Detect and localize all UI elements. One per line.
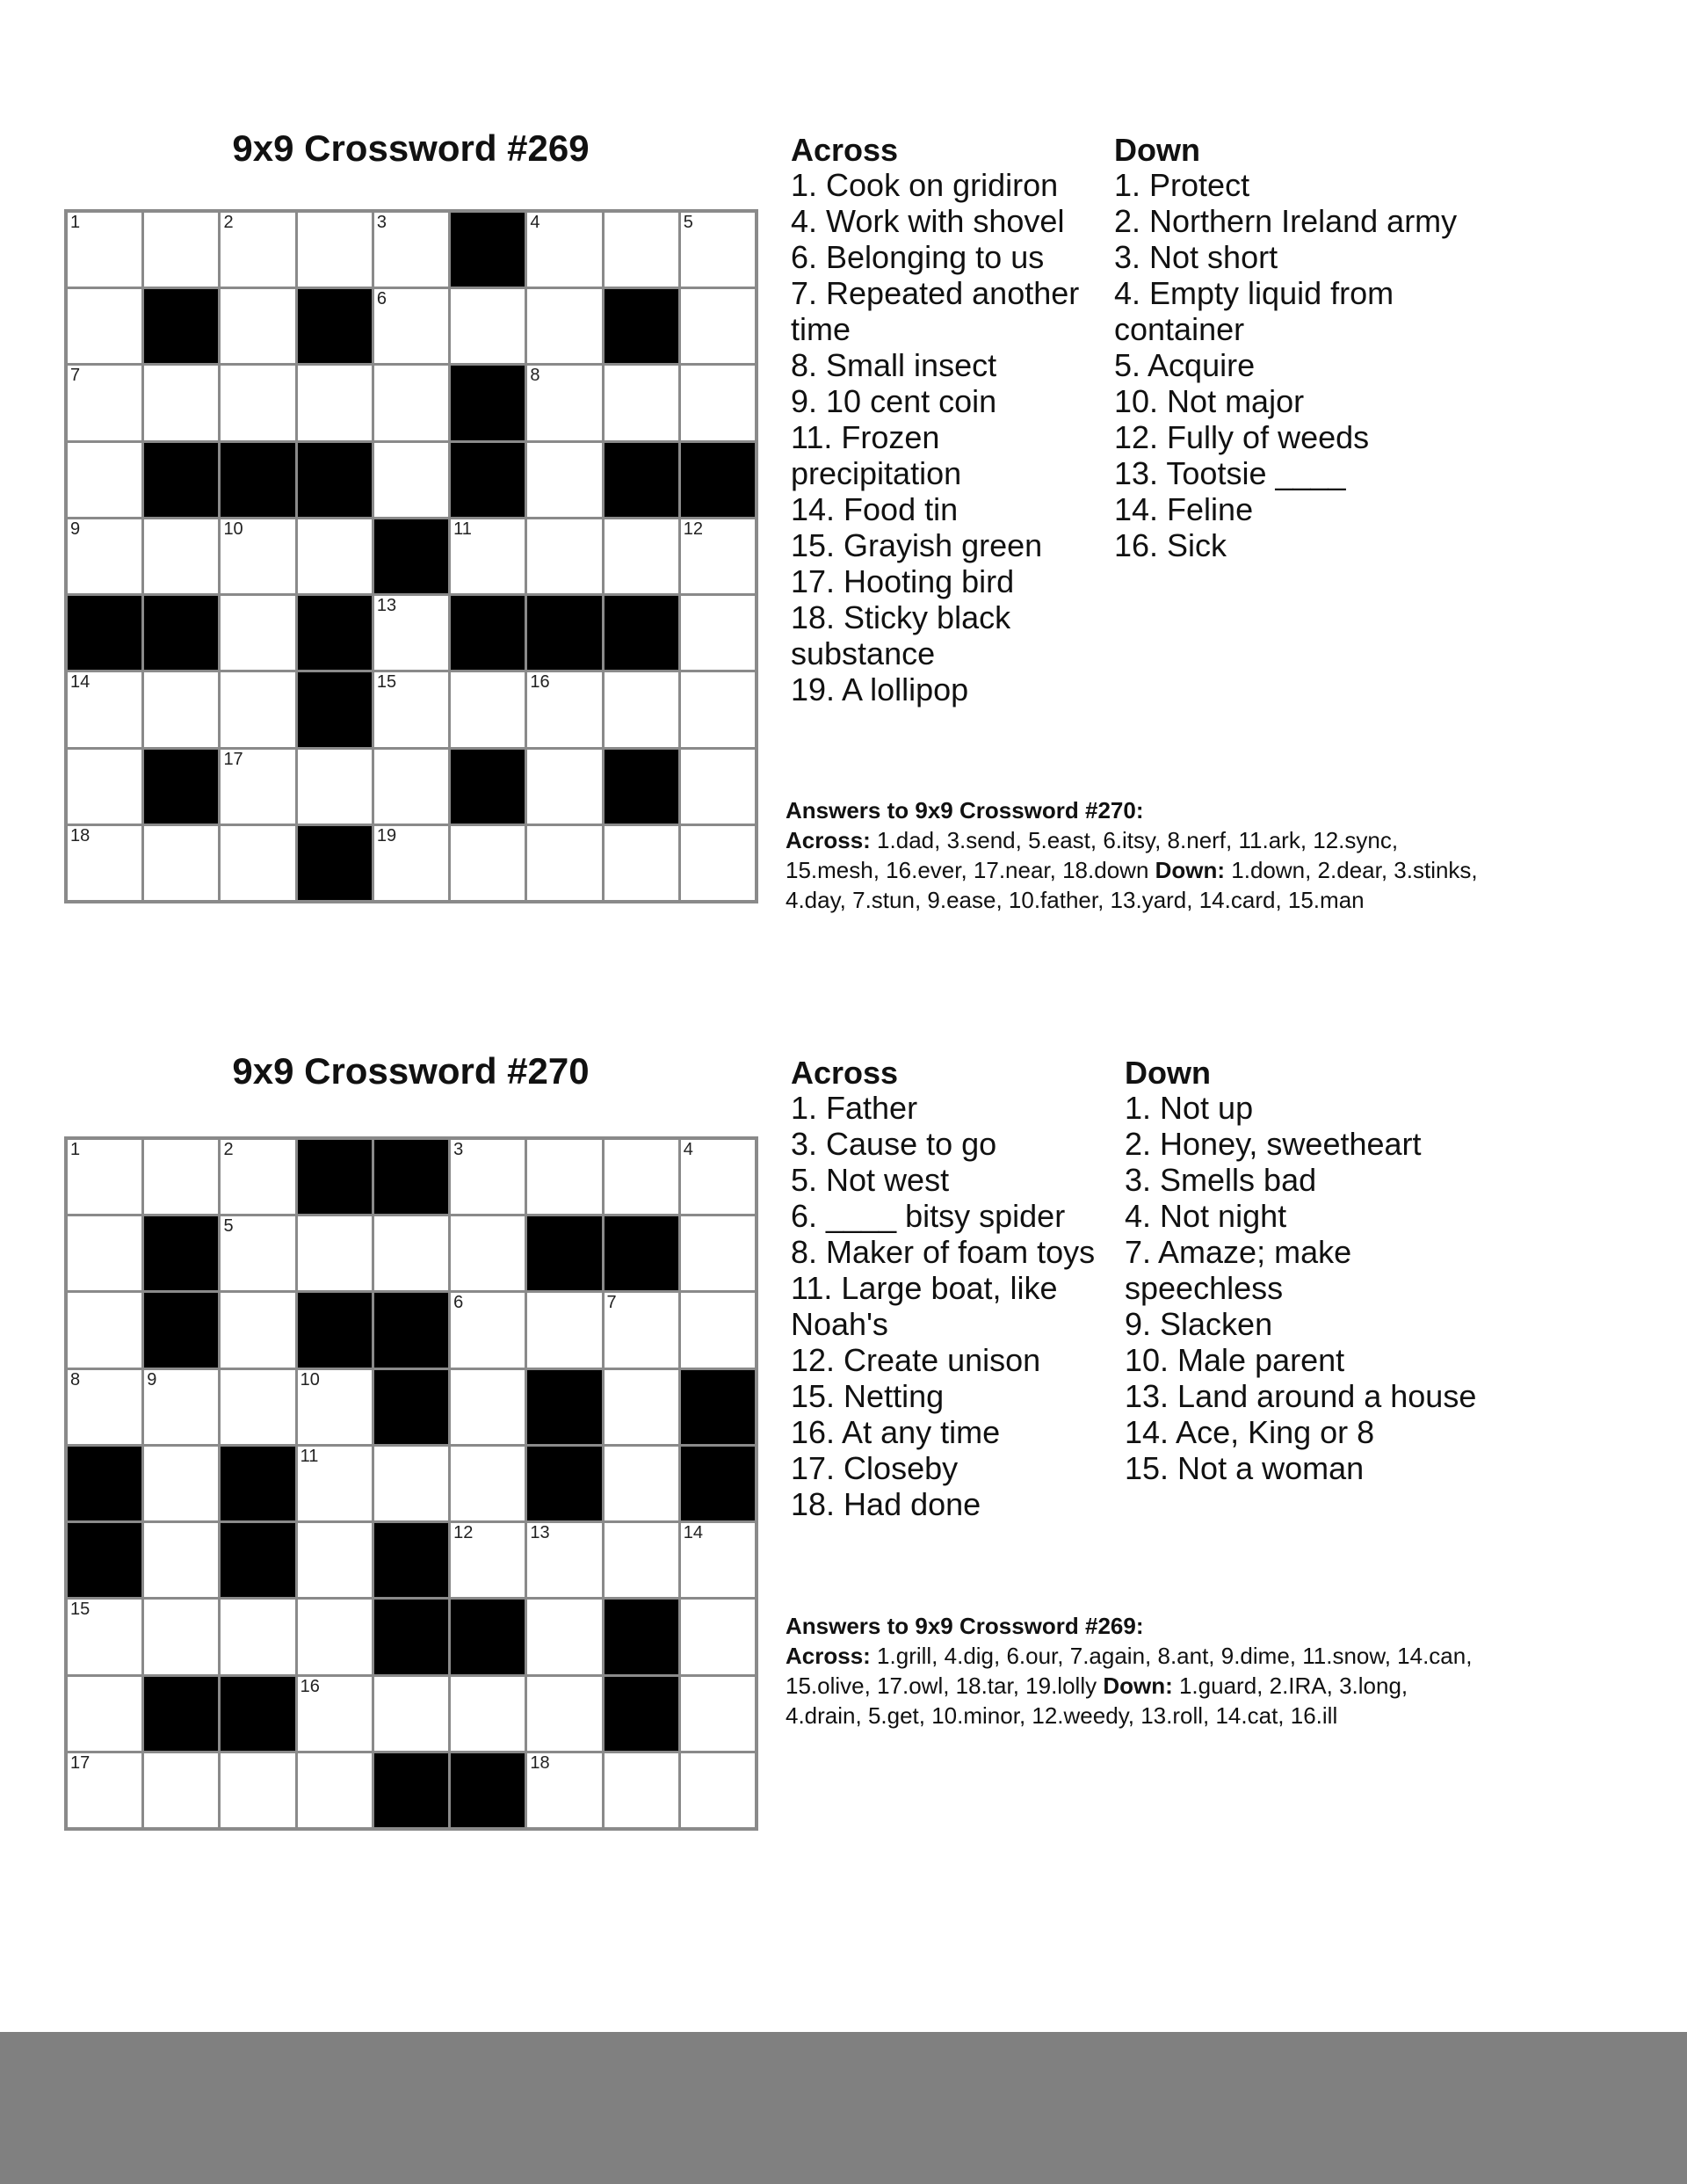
grid-cell[interactable] (68, 366, 141, 439)
black-square (221, 1523, 294, 1597)
grid-cell[interactable] (374, 366, 448, 439)
answers-down-label: Down: (1103, 1672, 1173, 1699)
grid-cell[interactable] (144, 1140, 218, 1214)
grid-cell[interactable] (144, 1447, 218, 1520)
crossword-grid (64, 1136, 758, 1831)
black-square (68, 1523, 141, 1597)
grid-cell[interactable] (527, 213, 601, 287)
grid-cell[interactable] (68, 289, 141, 363)
across-clue: 17. Hooting bird (791, 563, 1015, 599)
grid-cell[interactable] (681, 289, 755, 363)
across-clue: 3. Cause to go (791, 1126, 997, 1162)
grid-cell[interactable] (144, 826, 218, 900)
grid-cell[interactable] (451, 289, 525, 363)
clue-number: 3 (453, 1140, 464, 1159)
across-clue: 8. Small insect (791, 347, 997, 383)
answers-block (786, 1611, 1488, 1731)
grid-cell[interactable] (221, 596, 294, 670)
clue-number: 3 (376, 213, 387, 232)
grid-cell[interactable] (605, 213, 678, 287)
down-clue: 4. Empty liquid from container (1114, 275, 1394, 347)
grid-cell[interactable] (298, 1216, 372, 1290)
grid-cell[interactable] (681, 1140, 755, 1214)
grid-cell[interactable] (221, 1216, 294, 1290)
black-square (605, 443, 678, 517)
answers-down-label: Down: (1155, 857, 1226, 883)
grid-cell[interactable] (681, 826, 755, 900)
grid-cell[interactable] (681, 1753, 755, 1827)
black-square (681, 443, 755, 517)
grid-cell[interactable] (681, 1293, 755, 1367)
grid-cell[interactable] (605, 1523, 678, 1597)
across-clue: 19. A lollipop (791, 671, 969, 707)
black-square (374, 1370, 448, 1444)
grid-cell[interactable] (298, 519, 372, 593)
grid-cell[interactable] (374, 750, 448, 824)
grid-cell[interactable] (451, 1216, 525, 1290)
black-square (451, 596, 525, 670)
down-heading: Down (1125, 1055, 1211, 1091)
black-square (605, 750, 678, 824)
grid-cell[interactable] (527, 750, 601, 824)
black-square (374, 1140, 448, 1214)
black-square (527, 1216, 601, 1290)
down-clue: 14. Feline (1114, 491, 1254, 527)
grid-cell[interactable] (605, 366, 678, 439)
grid-cell[interactable] (298, 1447, 372, 1520)
puzzle-title: 9x9 Crossword #270 (232, 1050, 590, 1092)
answers-title: Answers to 9x9 Crossword #270: (786, 797, 1144, 824)
grid-cell[interactable] (374, 672, 448, 746)
bottom-bar (0, 2032, 1687, 2184)
down-clue: 1. Protect (1114, 167, 1250, 203)
grid-cell[interactable] (527, 672, 601, 746)
grid-cell[interactable] (605, 1140, 678, 1214)
grid-cell[interactable] (298, 1370, 372, 1444)
grid-cell[interactable] (298, 1523, 372, 1597)
grid-cell[interactable] (144, 1600, 218, 1673)
clue-number: 11 (453, 519, 472, 539)
clue-number: 1 (70, 1140, 81, 1159)
down-clues (1125, 1055, 1511, 1486)
grid-cell[interactable] (221, 1600, 294, 1673)
across-clue: 7. Repeated another time (791, 275, 1080, 347)
grid-cell[interactable] (298, 1600, 372, 1673)
grid-cell[interactable] (451, 1523, 525, 1597)
black-square (144, 1293, 218, 1367)
down-heading: Down (1114, 132, 1200, 168)
down-clue: 7. Amaze; make speechless (1125, 1234, 1352, 1306)
grid-cell[interactable] (68, 213, 141, 287)
black-square (221, 1677, 294, 1751)
clue-number: 12 (453, 1523, 474, 1543)
black-square (681, 1370, 755, 1444)
black-square (298, 826, 372, 900)
answers-across-text: 1.dad, 3.send, 5.east, 6.itsy, 8.nerf, 11.ark, 12.sync, 15.mesh, 16.ever, 17.near, 18.down (786, 827, 1399, 883)
clue-number: 2 (223, 1140, 234, 1159)
grid-cell[interactable] (374, 1216, 448, 1290)
clue-number: 11 (300, 1446, 319, 1466)
grid-cell[interactable] (298, 750, 372, 824)
black-square (298, 596, 372, 670)
grid-cell[interactable] (374, 289, 448, 363)
black-square (374, 1600, 448, 1673)
grid-cell[interactable] (221, 672, 294, 746)
grid-cell[interactable] (451, 826, 525, 900)
clue-number: 10 (223, 519, 243, 539)
grid-cell[interactable] (681, 1523, 755, 1597)
clue-number: 16 (300, 1676, 320, 1696)
clue-number: 10 (300, 1369, 320, 1389)
answers-down-text: 1.down, 2.dear, 3.stinks, 4.day, 7.stun, 9.ease, 10.father, 13.yard, 14.card, 15.man (786, 857, 1478, 913)
black-square (451, 213, 525, 287)
across-clue: 11. Large boat, like Noah's (791, 1270, 1058, 1342)
grid-cell[interactable] (221, 1370, 294, 1444)
black-square (221, 1447, 294, 1520)
down-clue: 10. Not major (1114, 383, 1305, 419)
grid-cell[interactable] (374, 443, 448, 517)
black-square (451, 366, 525, 439)
black-square (68, 1447, 141, 1520)
grid-cell[interactable] (68, 1140, 141, 1214)
puzzle-title: 9x9 Crossword #269 (232, 127, 590, 169)
black-square (605, 1216, 678, 1290)
grid-cell[interactable] (68, 672, 141, 746)
black-square (144, 596, 218, 670)
down-clues (1114, 132, 1501, 563)
grid-cell[interactable] (527, 1523, 601, 1597)
black-square (68, 596, 141, 670)
answers-block (786, 795, 1488, 915)
grid-cell[interactable] (68, 443, 141, 517)
grid-cell[interactable] (451, 1370, 525, 1444)
clue-number: 9 (147, 1369, 157, 1389)
black-square (144, 443, 218, 517)
across-clue-list (791, 167, 1103, 707)
grid-cell[interactable] (221, 1140, 294, 1214)
grid-cell[interactable] (527, 1753, 601, 1827)
black-square (298, 672, 372, 746)
grid-cell[interactable] (221, 1753, 294, 1827)
black-square (451, 443, 525, 517)
grid-cell[interactable] (605, 672, 678, 746)
grid-cell[interactable] (527, 366, 601, 439)
clue-number: 18 (70, 825, 91, 845)
black-square (527, 1370, 601, 1444)
answers-title: Answers to 9x9 Crossword #269: (786, 1613, 1144, 1639)
grid-cell[interactable] (605, 826, 678, 900)
grid-cell[interactable] (527, 826, 601, 900)
down-clue: 15. Not a woman (1125, 1450, 1365, 1486)
across-clue: 15. Grayish green (791, 527, 1043, 563)
grid-cell[interactable] (68, 1677, 141, 1751)
down-clue: 3. Smells bad (1125, 1162, 1317, 1198)
grid-cell[interactable] (374, 826, 448, 900)
grid-cell[interactable] (681, 750, 755, 824)
grid-cell[interactable] (144, 1753, 218, 1827)
clue-number: 5 (683, 213, 693, 232)
black-square (144, 750, 218, 824)
black-square (451, 1600, 525, 1673)
across-clue: 6. Belonging to us (791, 239, 1045, 275)
clue-number: 14 (683, 1523, 704, 1543)
grid-cell[interactable] (68, 1600, 141, 1673)
down-clue: 12. Fully of weeds (1114, 419, 1370, 455)
clue-number: 1 (70, 213, 81, 232)
black-square (374, 1293, 448, 1367)
down-clue: 1. Not up (1125, 1090, 1254, 1126)
black-square (527, 596, 601, 670)
across-clue: 4. Work with shovel (791, 203, 1065, 239)
grid-cell[interactable] (68, 1216, 141, 1290)
grid-cell[interactable] (221, 289, 294, 363)
grid-cell[interactable] (374, 1447, 448, 1520)
across-clue: 1. Cook on gridiron (791, 167, 1059, 203)
down-clue: 10. Male parent (1125, 1342, 1345, 1378)
down-clue: 16. Sick (1114, 527, 1227, 563)
black-square (605, 1600, 678, 1673)
grid-cell[interactable] (68, 826, 141, 900)
grid-cell[interactable] (451, 672, 525, 746)
across-clues (791, 1055, 1103, 1522)
grid-cell[interactable] (221, 366, 294, 439)
grid-cell[interactable] (144, 1370, 218, 1444)
grid-cell[interactable] (527, 1293, 601, 1367)
black-square (144, 1216, 218, 1290)
clue-number: 4 (683, 1140, 693, 1159)
grid-cell[interactable] (681, 1216, 755, 1290)
grid-cell[interactable] (681, 366, 755, 439)
across-clue-list (791, 1090, 1103, 1522)
across-clue: 9. 10 cent coin (791, 383, 997, 419)
grid-cell[interactable] (68, 750, 141, 824)
grid-cell[interactable] (221, 1293, 294, 1367)
black-square (298, 443, 372, 517)
grid-cell[interactable] (374, 1677, 448, 1751)
clue-number: 13 (530, 1523, 550, 1543)
across-clue: 18. Sticky black substance (791, 599, 1011, 671)
answers-across-label: Across: (786, 1643, 871, 1669)
grid-cell[interactable] (451, 1447, 525, 1520)
grid-cell[interactable] (681, 1600, 755, 1673)
black-square (681, 1447, 755, 1520)
down-clue: 3. Not short (1114, 239, 1278, 275)
down-clue-list (1114, 167, 1501, 563)
black-square (144, 289, 218, 363)
across-clue: 8. Maker of foam toys (791, 1234, 1096, 1270)
answers-across-text: 1.grill, 4.dig, 6.our, 7.again, 8.ant, 9.dime, 11.snow, 14.can, 15.olive, 17.owl, 18.tar, 19.lolly (786, 1643, 1473, 1699)
across-heading: Across (791, 132, 899, 168)
grid-cell[interactable] (451, 1677, 525, 1751)
grid-cell[interactable] (681, 672, 755, 746)
black-square (298, 289, 372, 363)
grid-cell[interactable] (605, 519, 678, 593)
grid-cell[interactable] (144, 1523, 218, 1597)
down-clue-list (1125, 1090, 1511, 1486)
grid-cell[interactable] (527, 1677, 601, 1751)
crossword-grid (64, 209, 758, 903)
black-square (144, 1677, 218, 1751)
across-clues (791, 132, 1103, 707)
clue-number: 8 (530, 366, 540, 386)
grid-cell[interactable] (527, 1140, 601, 1214)
grid-cell[interactable] (68, 1370, 141, 1444)
black-square (451, 750, 525, 824)
black-square (298, 1140, 372, 1214)
clue-number: 9 (70, 519, 81, 539)
grid-cell[interactable] (605, 1293, 678, 1367)
black-square (605, 289, 678, 363)
grid-cell[interactable] (681, 596, 755, 670)
grid-cell[interactable] (605, 1447, 678, 1520)
clue-number: 6 (376, 289, 387, 309)
grid-cell[interactable] (527, 1600, 601, 1673)
grid-cell[interactable] (221, 826, 294, 900)
across-clue: 14. Food tin (791, 491, 959, 527)
across-clue: 17. Closeby (791, 1450, 959, 1486)
grid-cell[interactable] (68, 1753, 141, 1827)
grid-cell[interactable] (374, 596, 448, 670)
black-square (374, 519, 448, 593)
down-clue: 14. Ace, King or 8 (1125, 1414, 1375, 1450)
across-heading: Across (791, 1055, 899, 1091)
grid-cell[interactable] (527, 443, 601, 517)
across-clue: 18. Had done (791, 1486, 981, 1522)
grid-cell[interactable] (681, 213, 755, 287)
answers-down-text: 1.guard, 2.IRA, 3.long, 4.drain, 5.get, 10.minor, 12.weedy, 13.roll, 14.cat, 16.ill (786, 1672, 1408, 1729)
grid-cell[interactable] (144, 519, 218, 593)
clue-number: 8 (70, 1369, 81, 1389)
clue-number: 13 (376, 596, 397, 616)
grid-cell[interactable] (221, 213, 294, 287)
grid-cell[interactable] (298, 366, 372, 439)
clue-number: 16 (530, 672, 550, 693)
grid-cell[interactable] (144, 366, 218, 439)
clue-number: 7 (606, 1293, 617, 1313)
grid-cell[interactable] (681, 1677, 755, 1751)
grid-cell[interactable] (298, 1753, 372, 1827)
grid-cell[interactable] (144, 213, 218, 287)
down-clue: 9. Slacken (1125, 1306, 1273, 1342)
across-clue: 15. Netting (791, 1378, 945, 1414)
down-clue: 5. Acquire (1114, 347, 1256, 383)
down-clue: 2. Honey, sweetheart (1125, 1126, 1422, 1162)
black-square (605, 1677, 678, 1751)
clue-number: 17 (223, 749, 243, 769)
clue-number: 19 (376, 825, 397, 845)
clue-number: 15 (376, 672, 397, 693)
answers-across-label: Across: (786, 827, 871, 853)
grid-cell[interactable] (68, 519, 141, 593)
black-square (298, 1293, 372, 1367)
grid-cell[interactable] (144, 672, 218, 746)
grid-cell[interactable] (298, 1677, 372, 1751)
black-square (451, 1753, 525, 1827)
grid-cell[interactable] (527, 289, 601, 363)
grid-cell[interactable] (68, 1293, 141, 1367)
clue-number: 12 (683, 519, 704, 539)
across-clue: 12. Create unison (791, 1342, 1041, 1378)
clue-number: 18 (530, 1752, 550, 1773)
clue-number: 4 (530, 213, 540, 232)
black-square (605, 596, 678, 670)
grid-cell[interactable] (451, 1140, 525, 1214)
across-clue: 16. At any time (791, 1414, 1001, 1450)
grid-cell[interactable] (681, 519, 755, 593)
grid-cell[interactable] (451, 1293, 525, 1367)
grid-cell[interactable] (374, 213, 448, 287)
clue-number: 6 (453, 1293, 464, 1313)
down-clue: 4. Not night (1125, 1198, 1287, 1234)
grid-cell[interactable] (298, 213, 372, 287)
across-clue: 11. Frozen precipitation (791, 419, 962, 491)
black-square (527, 1447, 601, 1520)
across-clue: 5. Not west (791, 1162, 950, 1198)
grid-cell[interactable] (221, 519, 294, 593)
clue-number: 5 (223, 1216, 234, 1237)
down-clue: 2. Northern Ireland army (1114, 203, 1458, 239)
clue-number: 17 (70, 1752, 91, 1773)
clue-number: 7 (70, 366, 81, 386)
grid-cell[interactable] (605, 1370, 678, 1444)
down-clue: 13. Land around a house (1125, 1378, 1477, 1414)
grid-cell[interactable] (221, 750, 294, 824)
clue-number: 2 (223, 213, 234, 232)
grid-cell[interactable] (451, 519, 525, 593)
grid-cell[interactable] (527, 519, 601, 593)
across-clue: 6. ____ bitsy spider (791, 1198, 1066, 1234)
across-clue: 1. Father (791, 1090, 918, 1126)
black-square (374, 1753, 448, 1827)
black-square (221, 443, 294, 517)
down-clue: 13. Tootsie ____ (1114, 455, 1346, 491)
clue-number: 15 (70, 1600, 91, 1620)
clue-number: 14 (70, 672, 91, 693)
grid-cell[interactable] (605, 1753, 678, 1827)
black-square (374, 1523, 448, 1597)
